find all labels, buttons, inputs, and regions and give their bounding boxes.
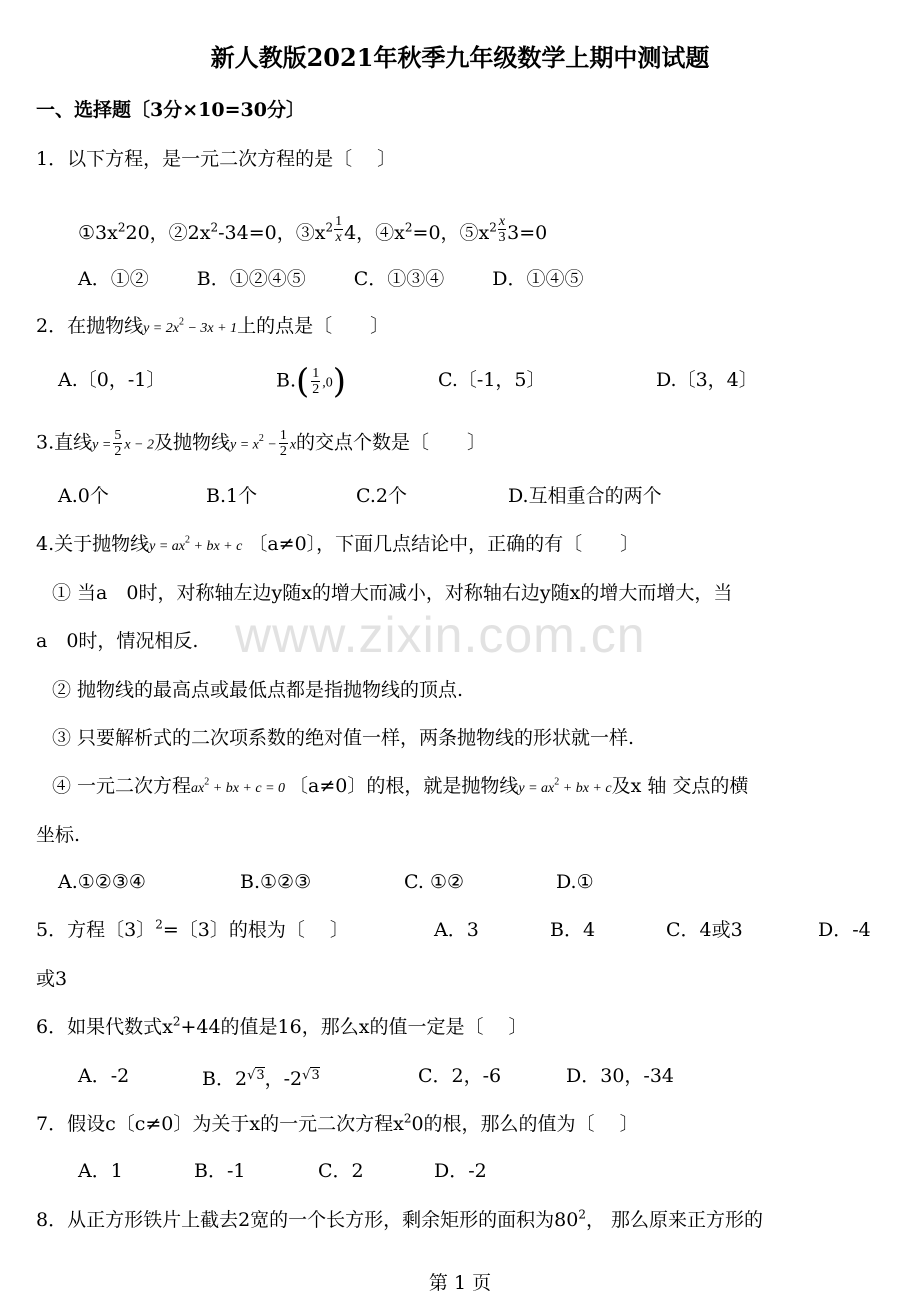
q5-option-d[interactable]: D．-4 (818, 919, 871, 941)
q5-option-a[interactable]: A．3 (434, 919, 479, 941)
sqrt-symbol: √3 (247, 1068, 265, 1083)
q2-option-a[interactable]: A.〔0，-1〕 (58, 369, 166, 391)
section-heading-choice: 一、选择题〔3分×10=30分〕 (36, 99, 305, 121)
q4-statement-4-cont: 坐标. (36, 824, 81, 846)
q3-option-a[interactable]: A.0个 (58, 485, 109, 507)
question-1-stem: 1．以下方程，是一元二次方程的是〔 〕 (36, 148, 397, 170)
question-2-stem: 2．在抛物线$y = 2x^2 - 3x + 1$上的点是〔 〕 (36, 315, 390, 337)
question-2-options (58, 366, 165, 394)
q5-option-b[interactable]: B．4 (550, 919, 596, 941)
q7-option-d[interactable]: D．-2 (434, 1160, 487, 1182)
q3-option-c[interactable]: C.2个 (356, 485, 407, 507)
q3-option-b[interactable]: B.1个 (206, 485, 258, 507)
q4-option-a[interactable]: A.①②③④ (58, 871, 146, 893)
q4-option-d[interactable]: D.① (556, 871, 594, 893)
q6-option-c[interactable]: C．2，-6 (418, 1065, 502, 1087)
q1-option-c[interactable]: C．①③④ (353, 268, 445, 290)
question-4-stem: 4.关于抛物线$y = ax^2$ + bx + c 〔a≠0〕，下面几点结论中，正确的有〔 〕 (36, 533, 640, 555)
fraction-five-halves: $\frac{5}{2}$ (114, 428, 122, 459)
question-3-stem: 3.直线y = $\frac{5}{2}$ x − 2及抛物线$y = x^2$ − $\frac{1}{2}$ x的交点个数是〔 〕 (36, 428, 487, 459)
q1-option-d[interactable]: D．①④⑤ (492, 268, 584, 290)
q7-option-c[interactable]: C．2 (318, 1160, 364, 1182)
question-7-stem: 7．假设c〔c≠0〕为关于x的一元二次方程$x^20$的根，那么的值为〔 〕 (36, 1111, 639, 1135)
fraction-x-over-3: $\frac{x}{3}$ (498, 214, 506, 245)
question-6-stem: 6．如果代数式$x^2+44$的值是16，那么x的值一定是〔 〕 (36, 1014, 528, 1038)
q6-option-a[interactable]: A．-2 (78, 1065, 130, 1087)
q4-statement-2: ② 抛物线的最高点或最低点都是指抛物线的顶点. (52, 679, 464, 701)
fraction-1-over-x: $\frac{1}{x}$ (335, 214, 343, 245)
q2-option-d[interactable]: D.〔3，4〕 (656, 369, 758, 391)
question-5-stem: 5．方程〔3〕$^2$=〔3〕的根为〔 〕 (36, 917, 349, 941)
page-title: 新人教版2021年秋季九年级数学上期中测试题 (210, 43, 710, 72)
q6-option-d[interactable]: D．30，-34 (566, 1065, 675, 1087)
q4-statement-1: ① 当a 0时，对称轴左边y随x的增大而减小，对称轴右边y随x的增大而增大，当 (52, 582, 733, 604)
q2-option-c[interactable]: C.〔-1，5〕 (438, 369, 546, 391)
question-1-options (78, 265, 641, 293)
q1-option-a[interactable]: A．①② (78, 268, 149, 290)
q1-option-b[interactable]: B．①②④⑤ (196, 268, 306, 290)
q2-option-b[interactable]: B.( $\frac{1}{2}$ ,0) (276, 361, 347, 402)
q5-option-d-cont: 或3 (36, 968, 68, 990)
fraction-one-half-b: $\frac{1}{2}$ (279, 428, 287, 459)
fraction-one-half: $\frac{1}{2}$ (312, 366, 320, 397)
q5-option-c[interactable]: C．4或3 (666, 919, 743, 941)
q4-statement-3: ③ 只要解析式的二次项系数的绝对值一样，两条抛物线的形状就一样. (52, 727, 635, 749)
question-1-equations: $①3x^220$，$②2x^2-34=0$，$③x^2$ $\frac{1}{x}$ 4，$④x^2=0$，$⑤x^2$ $\frac{x}{3}$ 3=0 (78, 214, 548, 245)
q4-statement-4: ④ 一元二次方程$ax^2$ + bx + c = 0 〔a≠0〕的根，就是抛物线$y = ax^2$ + bx + c及x 轴 交点的横 (52, 775, 749, 797)
q7-option-a[interactable]: A．1 (78, 1160, 123, 1182)
watermark: www.zixin.com.cn (235, 607, 646, 663)
q6-option-b[interactable]: B．$2^{√3}$，$-2^{√3}$ (202, 1068, 320, 1090)
q7-option-b[interactable]: B．-1 (194, 1160, 246, 1182)
question-8-stem: 8．从正方形铁片上截去2宽的一个长方形，剩余矩形的面积为$80^2$， 那么原来正方形的 (36, 1207, 764, 1231)
q4-statement-1-cont: a 0时，情况相反. (36, 630, 199, 652)
q4-option-c[interactable]: C. ①② (404, 871, 465, 893)
q3-option-d[interactable]: D.互相重合的两个 (508, 485, 662, 507)
q4-option-b[interactable]: B.①②③ (240, 871, 312, 893)
page-footer: 第 1 页 (428, 1272, 492, 1294)
sqrt-symbol: √3 (302, 1068, 320, 1083)
